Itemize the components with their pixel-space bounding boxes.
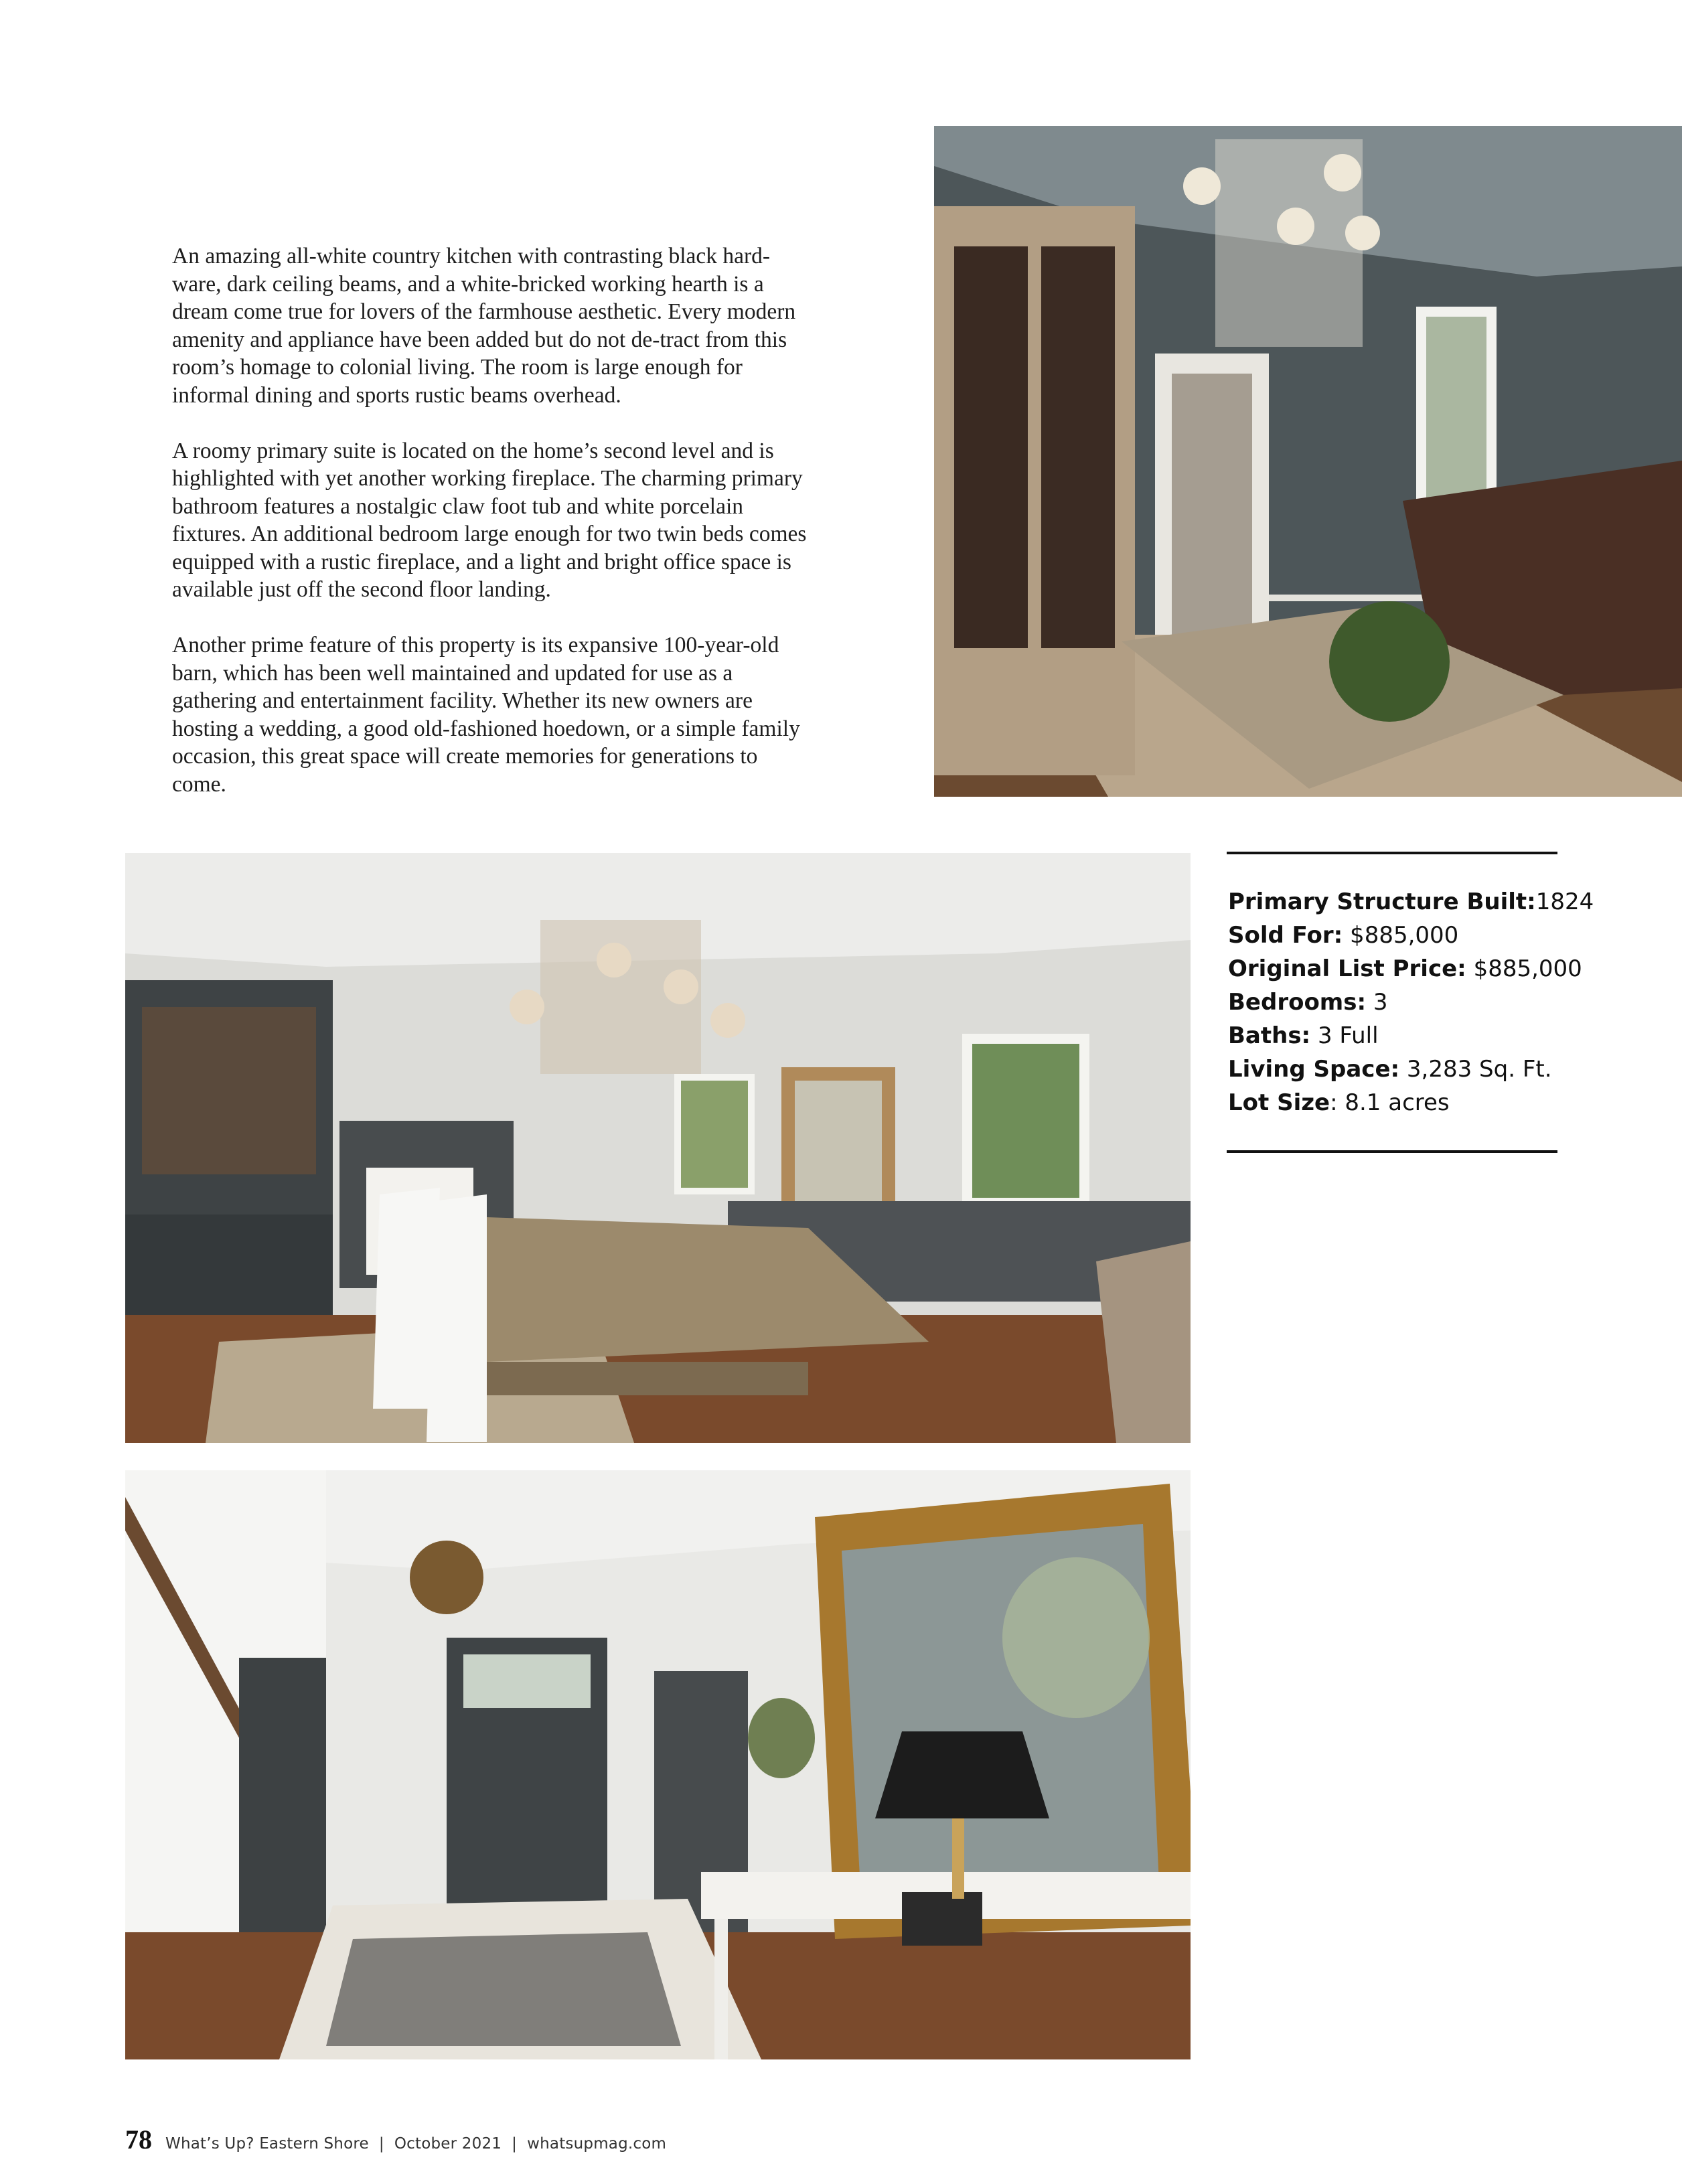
article-paragraph-1: An amazing all-white country kitchen with contrasting black hard-ware, dark ceiling beams, and a white-bricked working hearth is a dream come true for lovers of the farmhouse aesthetic. Every modern amenity and appliance have been added but do not de-tract from this room’s homage to colonial living. The room is large enough for informal dining and sports rustic beams overhead. — [172, 244, 796, 408]
dining-room-photo — [125, 853, 1191, 1443]
fact-sold-for: Sold For: $885,000 — [1228, 922, 1459, 949]
fact-living-space: Living Space: 3,283 Sq. Ft. — [1228, 1056, 1552, 1083]
article-paragraph-3: Another prime feature of this property is its expansive 100-year-old barn, which has been well maintained and updated for use as a gathering and entertainment facility. Whether its new owners are hosting a wedding, a good old-fashioned hoedown, or a simple family occasion, this great space will create memories for generations to come. — [172, 633, 800, 797]
fact-baths: Baths: 3 Full — [1228, 1022, 1379, 1049]
fact-lot-size: Lot Size: 8.1 acres — [1228, 1089, 1450, 1116]
foyer-photo — [125, 1470, 1191, 2059]
facts-top-rule — [1227, 852, 1557, 854]
footer-publication-info: What’s Up? Eastern Shore | October 2021 | whatsupmag.com — [165, 2135, 667, 2153]
page-footer — [125, 2124, 666, 2157]
living-room-photo — [934, 126, 1682, 797]
article-body — [172, 242, 815, 826]
fact-year-built: Primary Structure Built:1824 — [1228, 888, 1594, 915]
fact-list-price: Original List Price: $885,000 — [1228, 955, 1582, 982]
property-facts — [1228, 885, 1594, 1119]
article-paragraph-2: A roomy primary suite is located on the home’s second level and is highlighted with yet another working fireplace. The charming primary bathroom features a nostalgic claw foot tub and white porcelain fixtures. An additional bedroom large enough for two twin beds comes equipped with a rustic fireplace, and a light and bright office space is available just off the second floor landing. — [172, 438, 807, 602]
facts-bottom-rule — [1227, 1150, 1557, 1153]
fact-bedrooms: Bedrooms: 3 — [1228, 989, 1388, 1016]
page-number: 78 — [125, 2124, 152, 2155]
